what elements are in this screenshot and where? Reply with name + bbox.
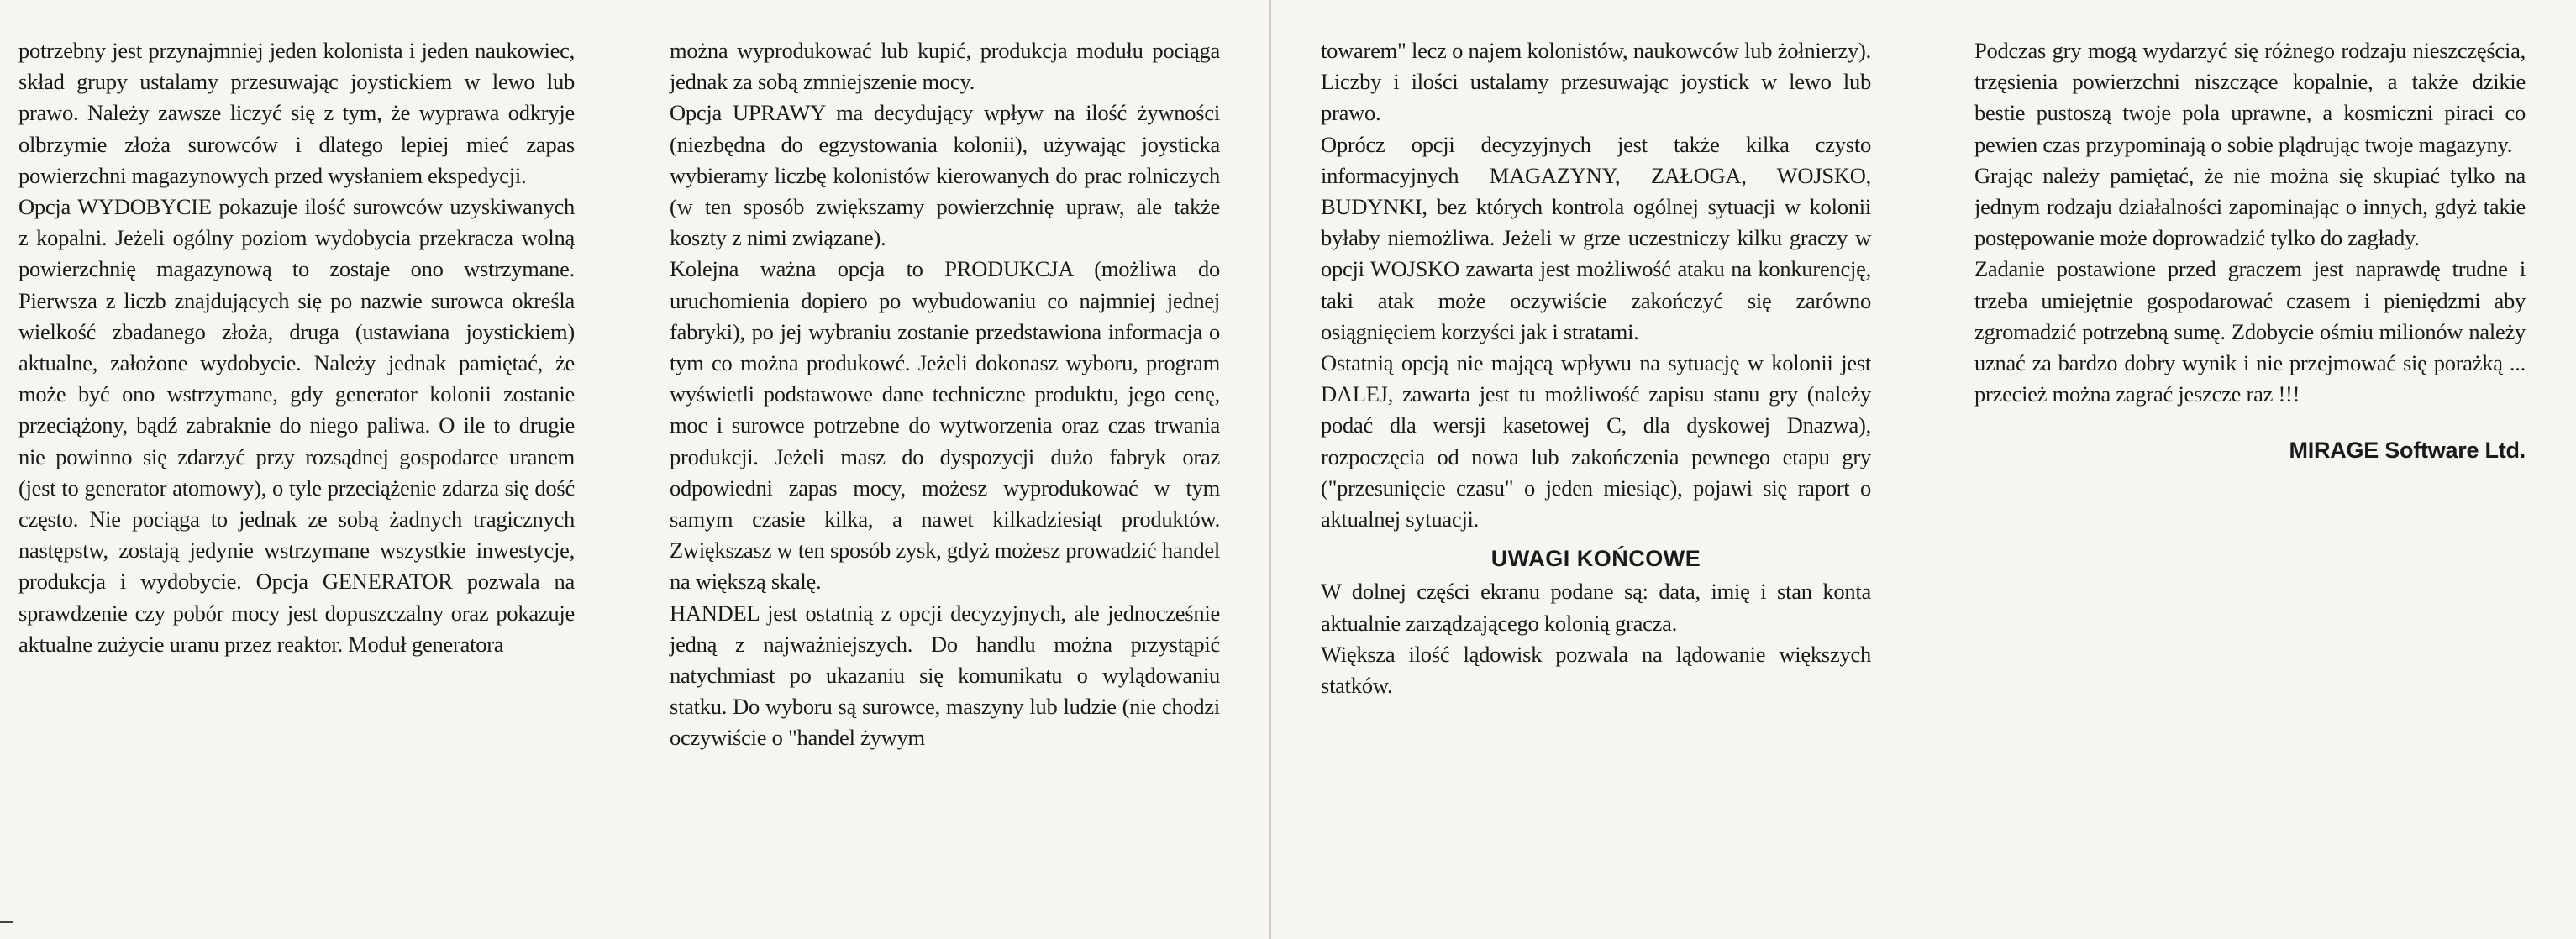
paragraph: towarem" lecz o najem kolonistów, naukowców lub żołnierzy). Liczby i ilości ustalamy przesuwając joystick w lewo lub prawo. (1321, 38, 1871, 126)
column-3 (1321, 35, 1871, 701)
paragraph: można wyprodukować lub kupić, produkcja modułu pociąga jednak za sobą zmniejszenie mocy. (670, 38, 1220, 95)
paragraph: Opcja UPRAWY ma decydujący wpływ na ilość żywności (niezbędna do egzystowania kolonii), używając joysticka wybieramy liczbę kolonistów kierowanych do prac rolniczych (w ten sposób zwiększamy powierzchnię upraw, ale także koszty z nimi związane). (670, 100, 1220, 251)
paragraph: Podczas gry mogą wydarzyć się różnego rodzaju nieszczęścia, trzęsienia powierzchni niszczące kopalnie, a także dzikie bestie pustoszą twoje pola uprawne, a kosmiczni piraci co pewien czas przypominają o sobie plądrując twoje magazyny. (1974, 38, 2526, 157)
paragraph: HANDEL jest ostatnią z opcji decyzyjnych, ale jednocześnie jedną z najważniejszych. Do handlu można przystąpić natychmiast po ukazaniu się komunikatu o wylądowaniu statku. Do wyboru są surowce, maszyny lub ludzie (nie chodzi oczywiście o "handel żywym (670, 600, 1220, 751)
column-1 (18, 35, 575, 660)
column-4 (1974, 35, 2526, 467)
paragraph: Ostatnią opcją nie mającą wpływu na sytuację w kolonii jest DALEJ, zawarta jest tu możliwość zapisu stanu gry (należy podać dla wersji kasetowej C, dla dyskowej Dnazwa), rozpoczęcia od nowa lub zakończenia pewnego etapu gry ("przesunięcie czasu" o jeden miesiąc), pojawi się raport o aktualnej sytuacji. (1321, 350, 1871, 532)
page-fold (1269, 0, 1271, 939)
paragraph: Kolejna ważna opcja to PRODUKCJA (możliwa do uruchomienia dopiero po wybudowaniu co najmniej jednej fabryki), po jej wybraniu zostanie przedstawiona informacja o tym co można produkowć. Jeżeli dokonasz wyboru, program wyświetli podstawowe dane techniczne produktu, jego cenę, moc i surowce potrzebne do wytworzenia oraz czas trwania produkcji. Jeżeli masz do dyspozycji dużo fabryk oraz odpowiedni zapas mocy, możesz wyprodukować w tym samym czasie kilka, a nawet kilkadziesiąt produktów. Zwiększasz w ten sposób zysk, gdyż możesz prowadzić handel na większą skalę. (670, 256, 1220, 595)
paragraph: Opcja WYDOBYCIE pokazuje ilość surowców uzyskiwanych z kopalni. Jeżeli ogólny poziom wydobycia przekracza wolną powierzchnię magazynową to zostaje ono wstrzymane. Pierwsza z liczb znajdujących się po nazwie surowca określa wielkość zbadanego złoża, druga (ustawiana joystickiem) aktualne, założone wydobycie. Należy jednak pamiętać, że może być ono wstrzymane, gdy generator kolonii zostanie przeciążony, bądź zabraknie do niego paliwa. O ile to drugie nie powinno się zdarzyć przy rozsądnej gospodarce uranem (jest to generator atomowy), o tyle przeciążenie zdarza się dość często. Nie pociąga to jednak ze sobą żadnych tragicznych następstw, zostają jedynie wstrzymane wszystkie inwestycje, produkcja i wydobycie. Opcja GENERATOR pozwala na sprawdzenie czy pobór mocy jest dopuszczalny oraz pokazuje aktualne zużycie uranu przez reaktor. Moduł generatora (18, 194, 575, 657)
paragraph: potrzebny jest przynajmniej jeden kolonista i jeden naukowiec, skład grupy ustalamy przesuwając joystickiem w lewo lub prawo. Należy zawsze liczyć się z tym, że wyprawa odkryje olbrzymie złoża surowców i dlatego lepiej mieć zapas powierzchni magazynowych przed wysłaniem ekspedycji. (18, 38, 575, 188)
paragraph: Oprócz opcji decyzyjnych jest także kilka czysto informacyjnych MAGAZYNY, ZAŁOGA, WOJSKO, BUDYNKI, bez których kontrola ogólnej sytuacji w kolonii byłaby niemożliwa. Jeżeli w grze uczestniczy kilku graczy w opcji WOJSKO zawarta jest możliwość ataku na konkurencję, taki atak może oczywiście zakończyć się zarówno osiągnięciem korzyści jak i stratami. (1321, 131, 1871, 344)
edge-mark (0, 921, 13, 923)
paragraph: Większa ilość lądowisk pozwala na lądowanie większych statków. (1321, 641, 1871, 699)
column-2 (670, 35, 1220, 754)
section-heading: UWAGI KOŃCOWE (1490, 546, 1701, 572)
paragraph: Grając należy pamiętać, że nie można się skupiać tylko na jednym rodzaju działalności zapominając o innych, gdyż takie postępowanie może doprowadzić tylko do zagłady. (1974, 162, 2526, 251)
paragraph: W dolnej części ekranu podane są: data, imię i stan konta aktualnie zarządzającego kolonią gracza. (1321, 579, 1871, 636)
company-signature: MIRAGE Software Ltd. (2289, 438, 2526, 464)
paragraph: Zadanie postawione przed graczem jest naprawdę trudne i trzeba umiejętnie gospodarować czasem i pieniędzmi aby zgromadzić potrzebną sumę. Zdobycie ośmiu milionów należy uznać za bardzo dobry wynik i nie przejmować się porażką ... przecież można zagrać jeszcze raz !!! (1974, 256, 2526, 407)
